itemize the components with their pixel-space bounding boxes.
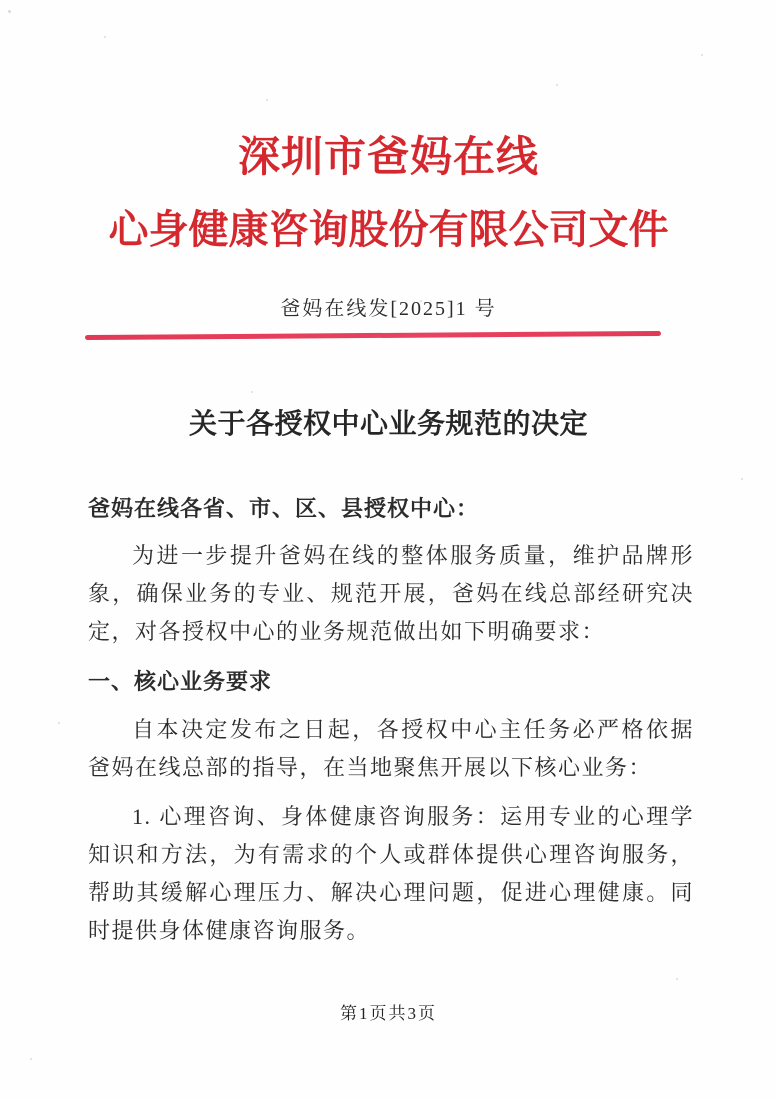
document-title: 关于各授权中心业务规范的决定 (188, 409, 588, 440)
section-1-paragraph-2: 1. 心理咨询、身体健康咨询服务：运用专业的心理学知识和方法，为有需求的个人或群体提供心理咨询服务，帮助其缓解心理压力、解决心理问题，促进心理健康。同时提供身体健康咨询服务。 (88, 804, 694, 943)
section-1-heading: 一、核心业务要求 (88, 669, 273, 694)
document-body (88, 495, 694, 950)
section-1-paragraph-1: 自本决定发布之日起，各授权中心主任务必严格依据爸妈在线总部的指导，在当地聚焦开展以下核心业务： (88, 717, 694, 780)
intro-paragraph: 为进一步提升爸妈在线的整体服务质量，维护品牌形象，确保业务的专业、规范开展，爸妈在线总部经研究决定，对各授权中心的业务规范做出如下明确要求： (88, 543, 694, 644)
page-number-indicator: 第1页共3页 (340, 1004, 437, 1023)
letterhead-red-divider (85, 331, 661, 340)
salutation-line: 爸妈在线各省、市、区、县授权中心： (88, 496, 480, 521)
letterhead-org-name-line2: 心身健康咨询股份有限公司文件 (108, 207, 669, 252)
letterhead-org-name-line1: 深圳市爸妈在线 (237, 135, 539, 181)
document-reference-number: 爸妈在线发[2025]1 号 (280, 298, 497, 320)
